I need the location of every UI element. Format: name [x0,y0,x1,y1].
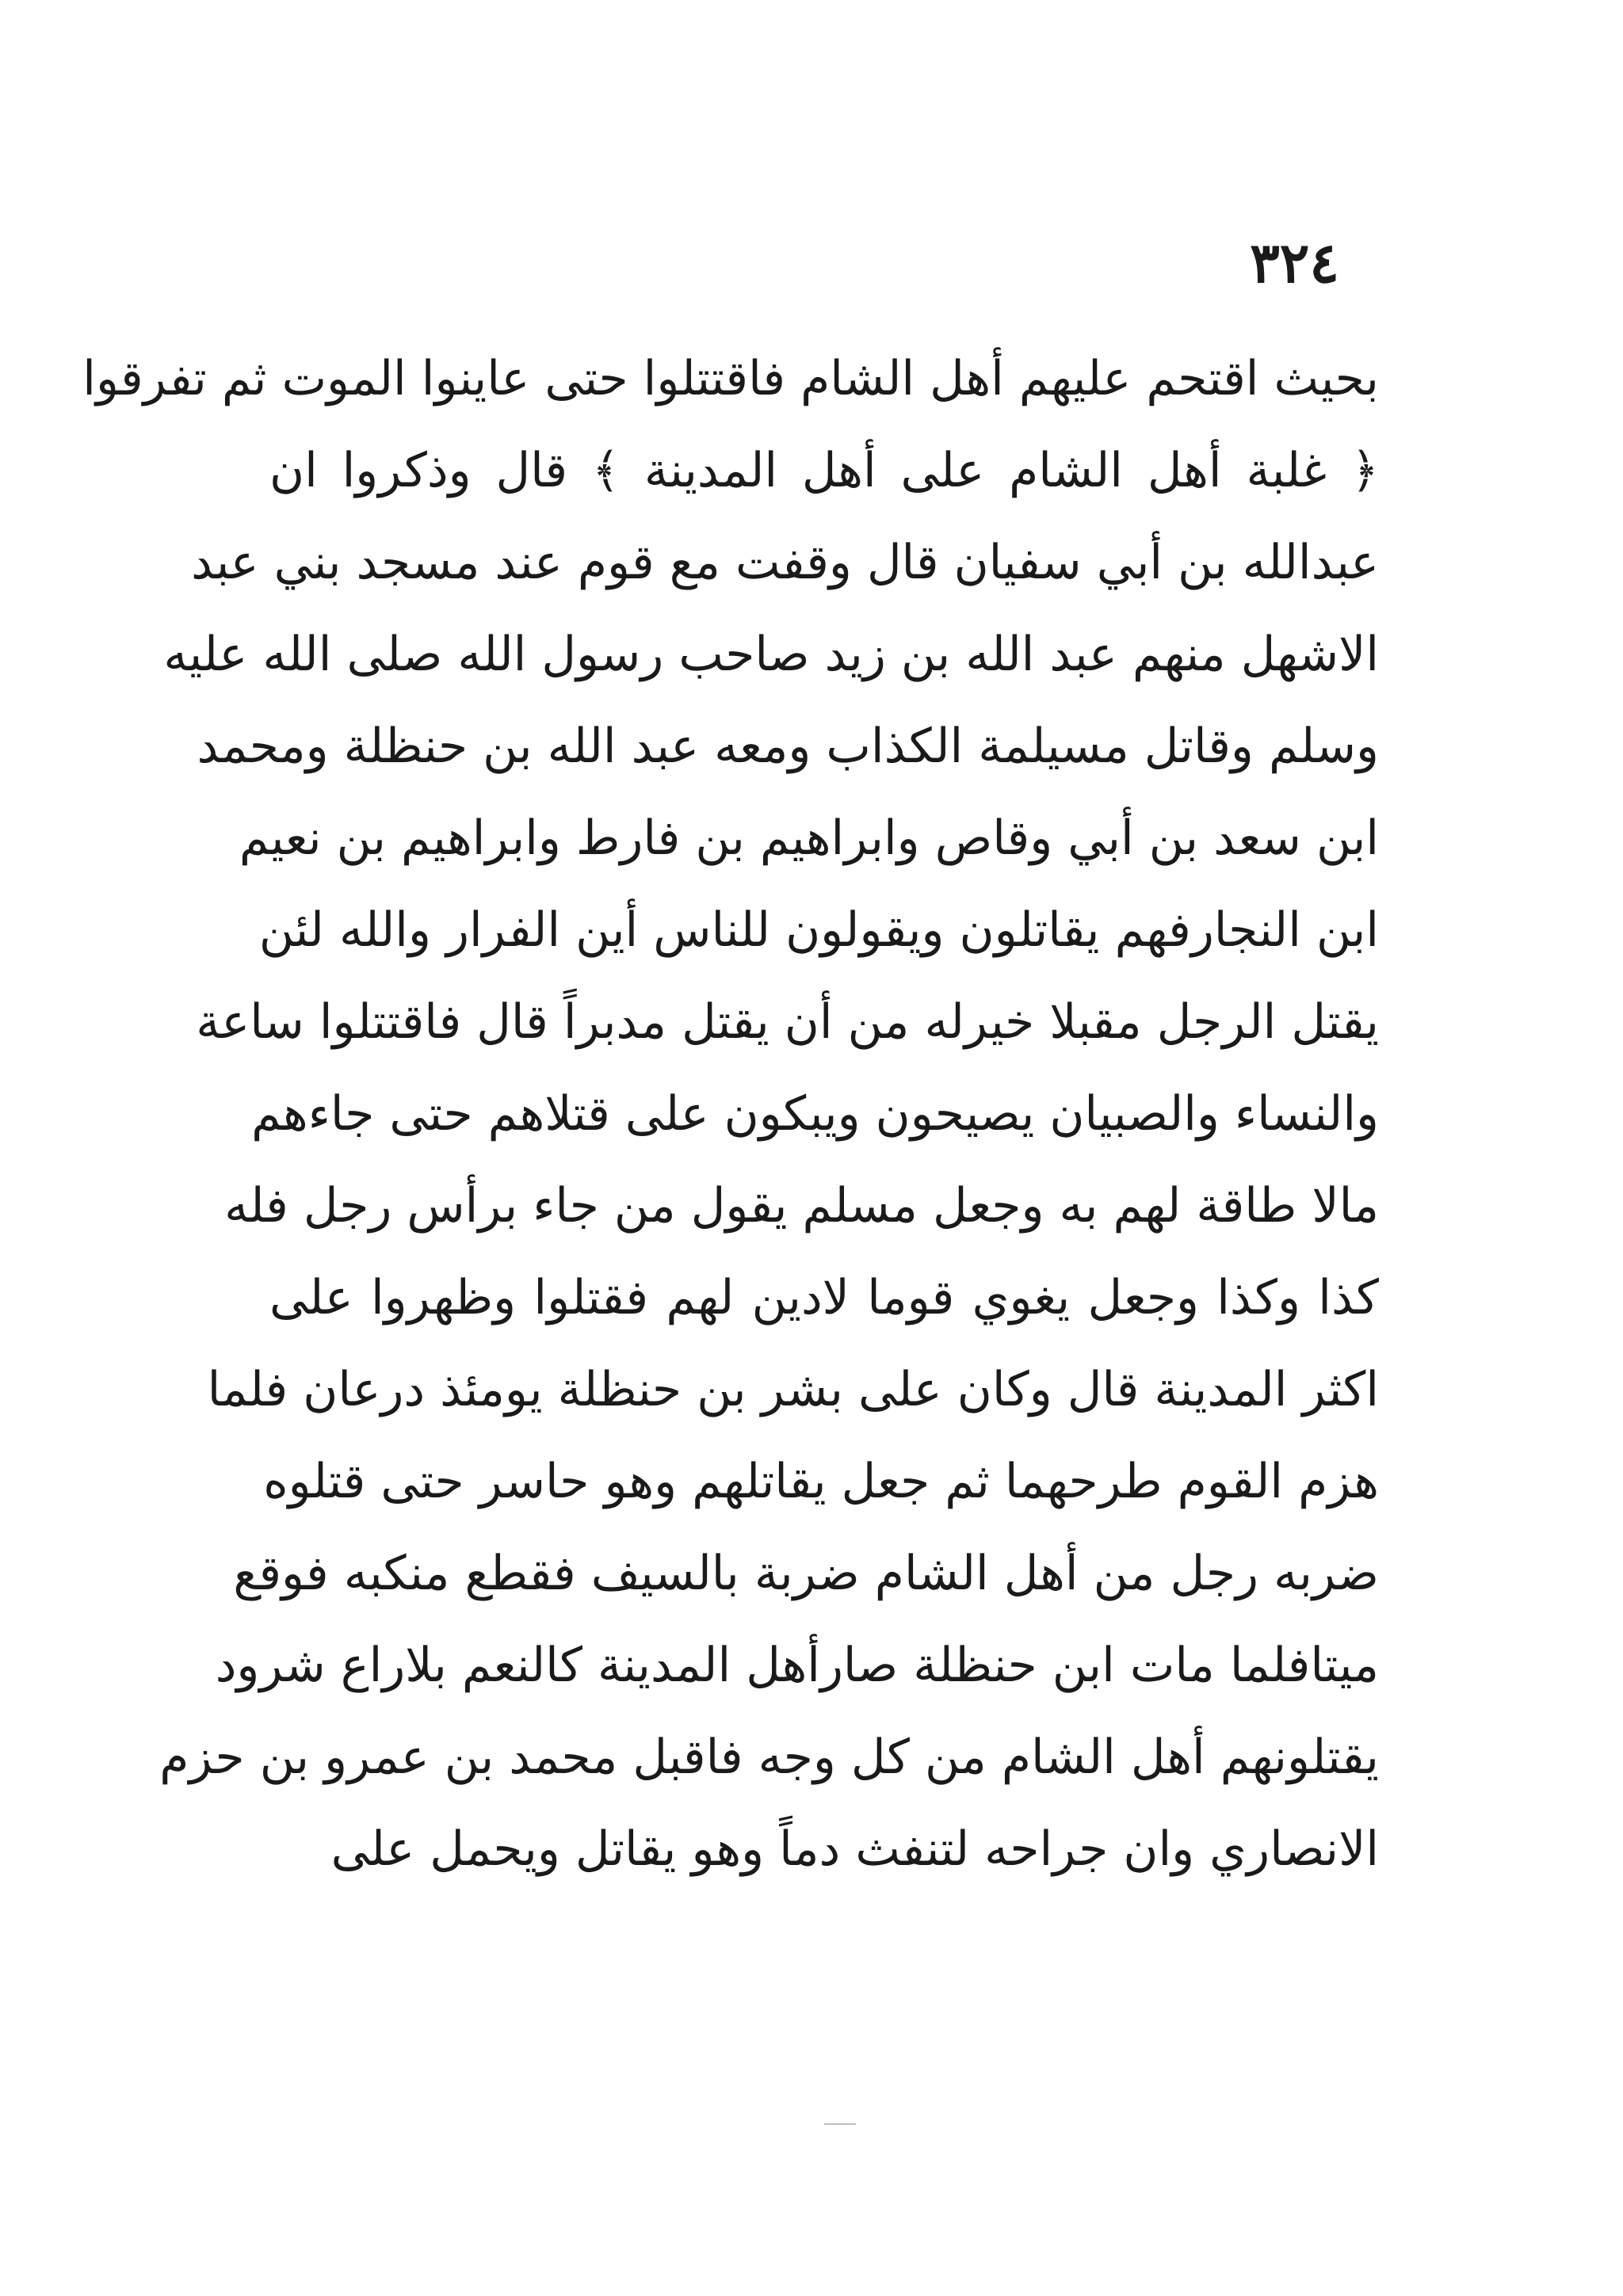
body-text [82,333,1379,1895]
text-line: ابن النجارفهم يقاتلون ويقولون للناس أين الفرار والله لئن [258,902,1379,958]
text-line: الانصاري وان جراحه لتنفث دماً وهو يقاتل ويحمل على [330,1821,1379,1877]
text-line: ميتافلما مات ابن حنظلة صارأهل المدينة كالنعم بلاراع شرود [215,1638,1379,1693]
text-line: وسلم وقاتل مسيلمة الكذاب ومعه عبد الله بن حنظلة ومحمد [197,719,1379,774]
text-line: والنساء والصبيان يصيحون ويبكون على قتلاهم حتى جاءهم [251,1086,1379,1142]
text-line: مالا طاقة لهم به وجعل مسلم يقول من جاء برأس رجل فله [224,1178,1379,1234]
text-line: الاشهل منهم عبد الله بن زيد صاحب رسول الله صلى الله عليه [163,627,1379,682]
text-line: ابن سعد بن أبي وقاص وابراهيم بن فارط وابراهيم بن نعيم [239,810,1379,866]
page-number: ٣٢٤ [1250,230,1339,296]
text-line: كذا وكذا وجعل يغوي قوما لادين لهم فقتلوا وظهروا على [269,1270,1379,1325]
text-line: ضربه رجل من أهل الشام ضربة بالسيف فقطع منكبه فوقع [233,1546,1379,1601]
scan-mark [824,2123,856,2125]
text-line: عبدالله بن أبي سفيان قال وقفت مع قوم عند مسجد بني عبد [191,535,1379,590]
text-line: يقتلونهم أهل الشام من كل وجه فاقبل محمد بن عمرو بن حزم [159,1730,1379,1785]
text-line: بحيث اقتحم عليهم أهل الشام فاقتتلوا حتى عاينوا الموت ثم تفرقوا [82,351,1379,406]
text-line: اكثر المدينة قال وكان على بشر بن حنظلة يومئذ درعان فلما [207,1362,1379,1417]
text-line: يقتل الرجل مقبلا خيرله من أن يقتل مدبراً قال فاقتتلوا ساعة [196,994,1379,1050]
text-line: هزم القوم طرحهما ثم جعل يقاتلهم وهو حاسر حتى قتلوه [263,1454,1379,1509]
section-heading-line: ﴿ غلبة أهل الشام على أهل المدينة ﴾ قال وذكروا ان [269,443,1379,498]
